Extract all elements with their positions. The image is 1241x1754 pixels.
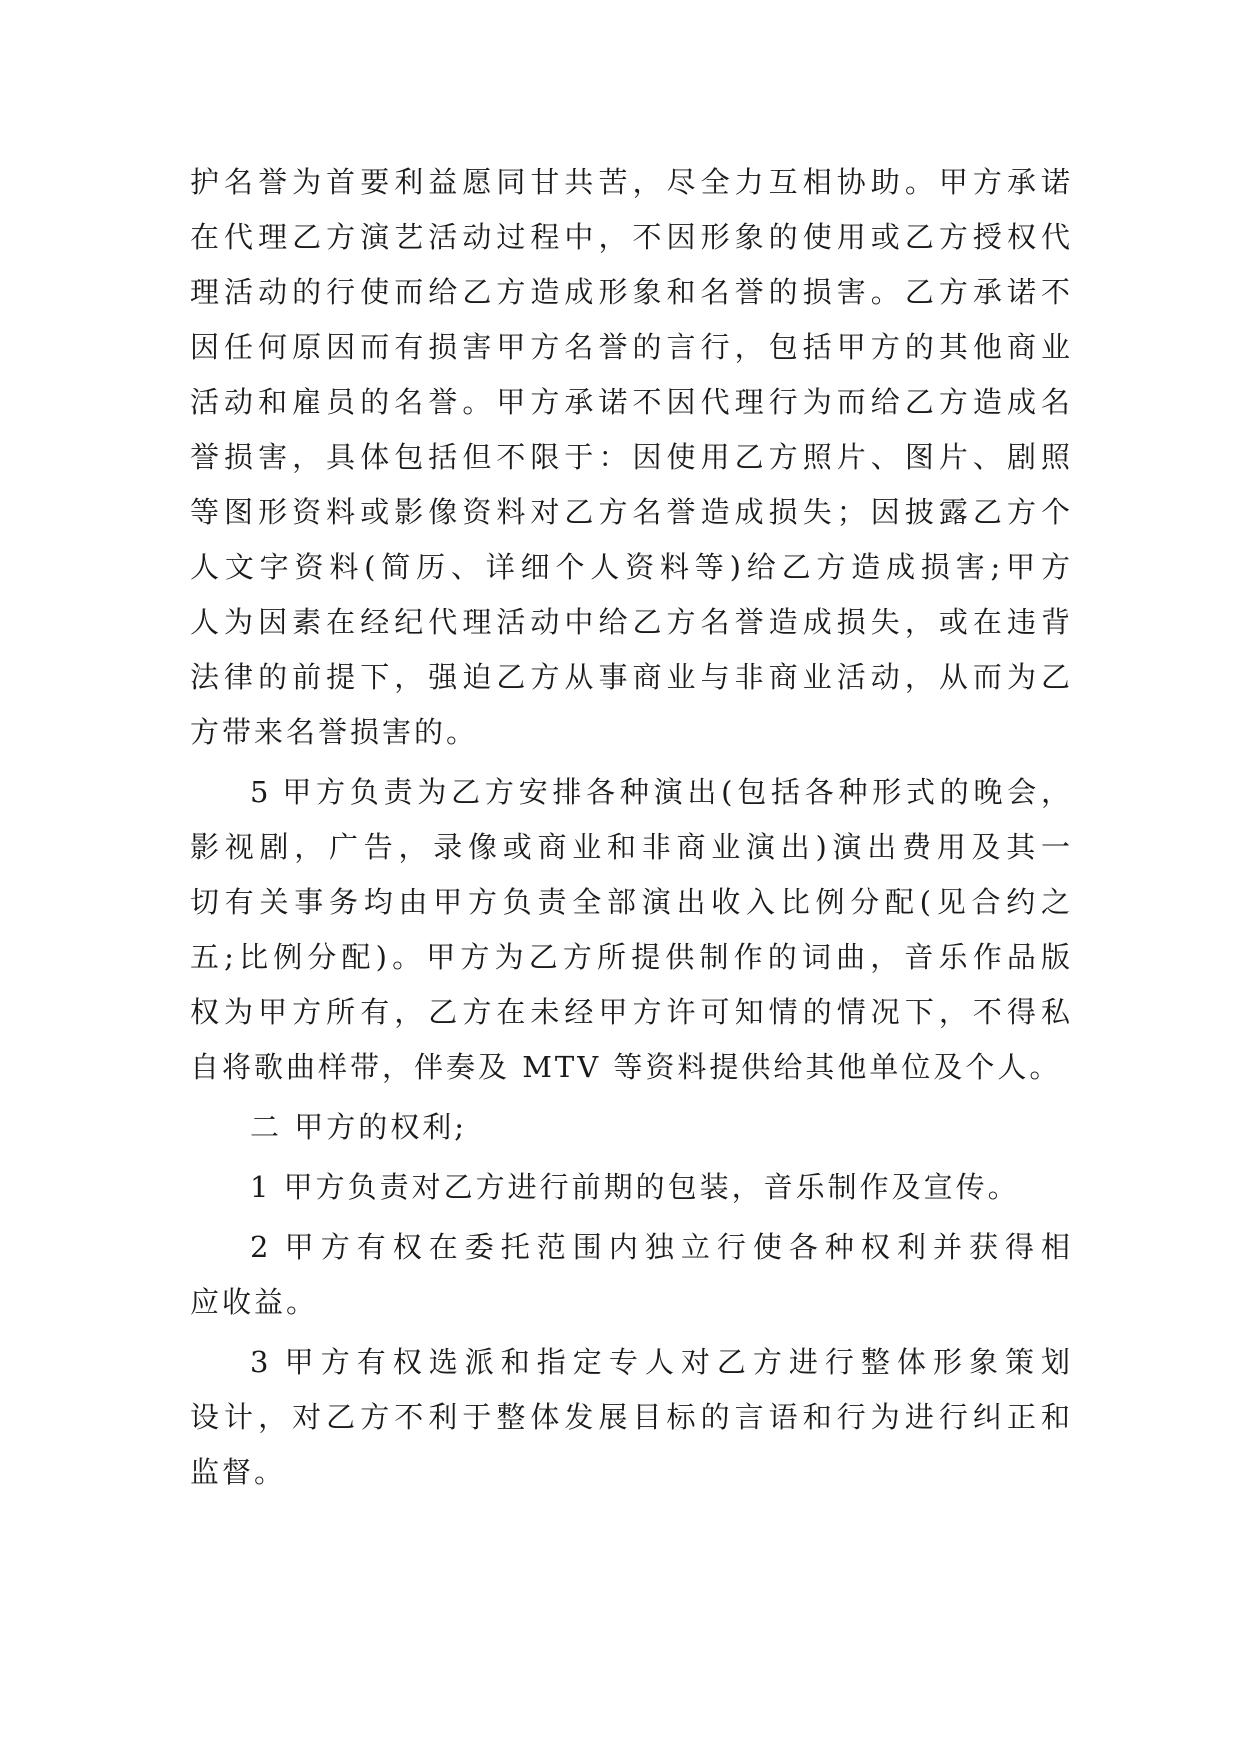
text-line: 设计，对乙方不利于整体发展目标的言语和行为进行纠正和 — [190, 1400, 1070, 1434]
text-line: 方带来名誉损害的。 — [190, 715, 479, 749]
paragraph-right-2 — [190, 1220, 1070, 1330]
text-line: 5 甲方负责为乙方安排各种演出(包括各种形式的晚会， — [250, 775, 1070, 809]
text-line: 活动和雇员的名誉。甲方承诺不因代理行为而给乙方造成名 — [190, 385, 1070, 419]
text-line: 等图形资料或影像资料对乙方名誉造成损失；因披露乙方个 — [190, 495, 1070, 529]
text-line: 五;比例分配)。甲方为乙方所提供制作的词曲，音乐作品版 — [190, 940, 1070, 974]
text-line: 法律的前提下，强迫乙方从事商业与非商业活动，从而为乙 — [190, 660, 1070, 694]
text-line: 因任何原因而有损害甲方名誉的言行，包括甲方的其他商业 — [190, 330, 1070, 364]
document-body — [190, 155, 1070, 1500]
text-line: 自将歌曲样带，伴奏及 MTV 等资料提供给其他单位及个人。 — [190, 1050, 1062, 1084]
text-line: 2 甲方有权在委托范围内独立行使各种权利并获得相 — [250, 1230, 1070, 1264]
text-line: 1 甲方负责对乙方进行前期的包装，音乐制作及宣传。 — [250, 1170, 1020, 1204]
heading-party-a-rights — [190, 1100, 1070, 1155]
text-line: 切有关事务均由甲方负责全部演出收入比例分配(见合约之 — [190, 885, 1070, 919]
text-line: 护名誉为首要利益愿同甘共苦，尽全力互相协助。甲方承诺 — [190, 165, 1070, 199]
text-line: 誉损害，具体包括但不限于：因使用乙方照片、图片、剧照 — [190, 440, 1070, 474]
text-line: 在代理乙方演艺活动过程中，不因形象的使用或乙方授权代 — [190, 220, 1070, 254]
text-line: 二 甲方的权利; — [250, 1110, 467, 1144]
text-line: 影视剧，广告，录像或商业和非商业演出)演出费用及其一 — [190, 830, 1070, 864]
paragraph-reputation — [190, 155, 1070, 760]
text-line: 理活动的行使而给乙方造成形象和名誉的损害。乙方承诺不 — [190, 275, 1070, 309]
text-line: 监督。 — [190, 1455, 287, 1489]
text-line: 3 甲方有权选派和指定专人对乙方进行整体形象策划 — [250, 1345, 1070, 1379]
text-line: 人为因素在经纪代理活动中给乙方名誉造成损失，或在违背 — [190, 605, 1070, 639]
text-line: 应收益。 — [190, 1285, 319, 1319]
paragraph-right-3 — [190, 1335, 1070, 1500]
paragraph-clause-5 — [190, 765, 1070, 1095]
paragraph-right-1 — [190, 1160, 1070, 1215]
text-line: 权为甲方所有，乙方在未经甲方许可知情的情况下，不得私 — [190, 995, 1070, 1029]
text-line: 人文字资料(简历、详细个人资料等)给乙方造成损害;甲方 — [190, 550, 1070, 584]
